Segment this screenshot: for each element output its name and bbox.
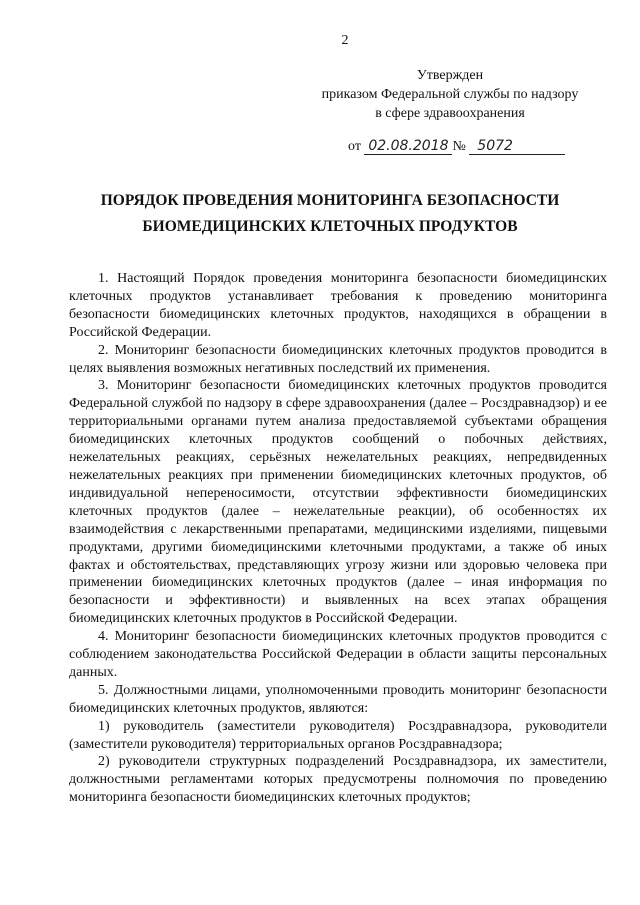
order-from-label: от	[348, 139, 361, 154]
title-line-1: ПОРЯДОК ПРОВЕДЕНИЯ МОНИТОРИНГА БЕЗОПАСНОСТИ	[100, 192, 560, 209]
approval-line-2: приказом Федеральной службы по надзору	[321, 87, 579, 102]
approval-line-3: в сфере здравоохранения	[375, 106, 525, 121]
order-number-label: №	[452, 139, 466, 154]
approval-line-1: Утвержден	[416, 68, 484, 83]
paragraph-4: 4. Мониторинг безопасности биомедицинских клеточных продуктов проводится с соблюдением законодательства Российской Федерации в области защиты персональных данных.	[69, 629, 607, 680]
order-number: 5072	[469, 138, 565, 155]
page-number: 2	[341, 33, 349, 48]
approval-block	[300, 66, 600, 123]
paragraph-1: 1. Настоящий Порядок проведения мониторинга безопасности биомедицинских клеточных продуктов устанавливает требования к проведению мониторинга безопасности биомедицинских клеточных продуктов, находящихся в обращении в Российской Федерации.	[69, 271, 607, 340]
document-body	[69, 270, 607, 807]
order-date: 02.08.2018	[364, 138, 452, 155]
list-item-2: 2) руководители структурных подразделений Росздравнадзора, их заместители, должностными регламентами которых предусмотрены полномочия по проведению мониторинга безопасности биомедицинских клеточных продуктов;	[69, 754, 607, 806]
list-item-1: 1) руководитель (заместители руководителя) Росздравнадзора, руководители (заместители руководителя) территориальных органов Росздравнадзора;	[69, 718, 607, 752]
document-title	[60, 188, 600, 240]
paragraph-2: 2. Мониторинг безопасности биомедицинских клеточных продуктов проводится в целях выявления возможных негативных последствий их применения.	[69, 342, 607, 376]
paragraph-5: 5. Должностными лицами, уполномоченными проводить мониторинг безопасности биомедицинских клеточных продуктов, являются:	[69, 682, 607, 716]
title-line-2: БИОМЕДИЦИНСКИХ КЛЕТОЧНЫХ ПРОДУКТОВ	[142, 218, 518, 235]
order-reference	[348, 138, 565, 155]
paragraph-3: 3. Мониторинг безопасности биомедицинских клеточных продуктов проводится Федеральной службой по надзору в сфере здравоохранения (далее – Росздравнадзор) и ее территориальными органами путем анализа предоставляемой субъектами обращения биомедицинских клеточных продуктов сообщений о побочных действиях, нежелательных реакциях, серьёзных нежелательных реакциях, непредвиденных нежелательных реакциях при применении биомедицинских клеточных продуктов, об индивидуальной непереносимости, отсутствии эффективности биомедицинских клеточных продуктов (далее – нежелательные реакции), об особенностях их взаимодействия с лекарственными препаратами, медицинскими изделиями, пищевыми продуктами, другими биомедицинскими клеточными продуктами, а также об иных фактах и обстоятельствах, представляющих угрозу жизни или здоровью человека при применении биомедицинских клеточных продуктов (далее – иная информация по безопасности и эффективности) и выявленных на всех этапах обращения биомедицинских клеточных продуктов в Российской Федерации.	[69, 378, 607, 627]
